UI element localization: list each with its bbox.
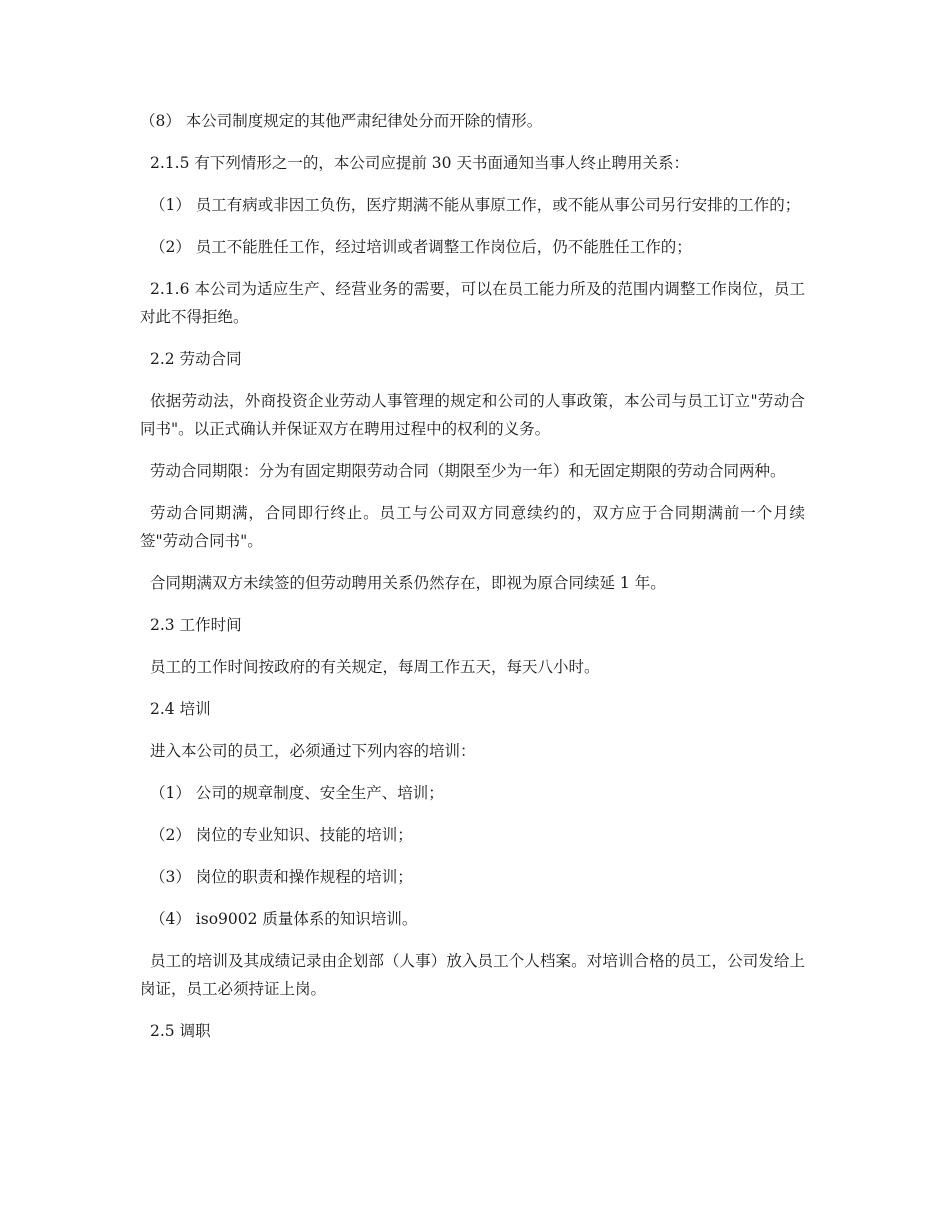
clause-2-1-5: 2.1.5 有下列情形之一的，本公司应提前 30 天书面通知当事人终止聘用关系：	[150, 154, 689, 172]
section-heading-2-5: 2.5 调职	[150, 1022, 211, 1040]
training-item-2: （2） 岗位的专业知识、技能的培训；	[150, 826, 413, 844]
section-heading-2-2: 2.2 劳动合同	[150, 350, 242, 368]
item-1-illness: （1） 员工有病或非因工负伤，医疗期满不能从事原工作，或不能从事公司另行安排的工作的；	[150, 196, 801, 214]
contract-extension-paragraph: 合同期满双方未续签的但劳动聘用关系仍然存在，即视为原合同续延 1 年。	[150, 574, 666, 592]
clause-2-1-6: 2.1.6 本公司为适应生产、经营业务的需要，可以在员工能力所及的范围内调整工作岗位，员工对此不得拒绝。	[140, 280, 805, 326]
item-2-incompetence: （2） 员工不能胜任工作，经过培训或者调整工作岗位后，仍不能胜任工作的；	[150, 238, 692, 256]
item-8-dismissal: （8） 本公司制度规定的其他严肃纪律处分而开除的情形。	[140, 112, 543, 130]
contract-expiry-paragraph: 劳动合同期满，合同即行终止。员工与公司双方同意续约的，双方应于合同期满前一个月续签"劳动合同书"。	[140, 504, 805, 550]
training-item-4: （4） iso9002 质量体系的知识培训。	[150, 910, 418, 928]
contract-basis-paragraph: 依据劳动法，外商投资企业劳动人事管理的规定和公司的人事政策，本公司与员工订立"劳动合同书"。以正式确认并保证双方在聘用过程中的权利的义务。	[140, 392, 805, 438]
training-record-paragraph: 员工的培训及其成绩记录由企划部（人事）放入员工个人档案。对培训合格的员工，公司发给上岗证，员工必须持证上岗。	[140, 952, 805, 998]
section-heading-2-3: 2.3 工作时间	[150, 616, 242, 634]
training-item-1: （1） 公司的规章制度、安全生产、培训；	[150, 784, 444, 802]
document-page	[140, 107, 805, 1059]
working-hours-paragraph: 员工的工作时间按政府的有关规定，每周工作五天，每天八小时。	[150, 658, 600, 676]
training-intro-paragraph: 进入本公司的员工，必须通过下列内容的培训：	[150, 742, 476, 760]
section-heading-2-4: 2.4 培训	[150, 700, 211, 718]
training-item-3: （3） 岗位的职责和操作规程的培训；	[150, 868, 413, 886]
contract-term-paragraph: 劳动合同期限：分为有固定期限劳动合同（期限至少为一年）和无固定期限的劳动合同两种。	[150, 462, 786, 480]
